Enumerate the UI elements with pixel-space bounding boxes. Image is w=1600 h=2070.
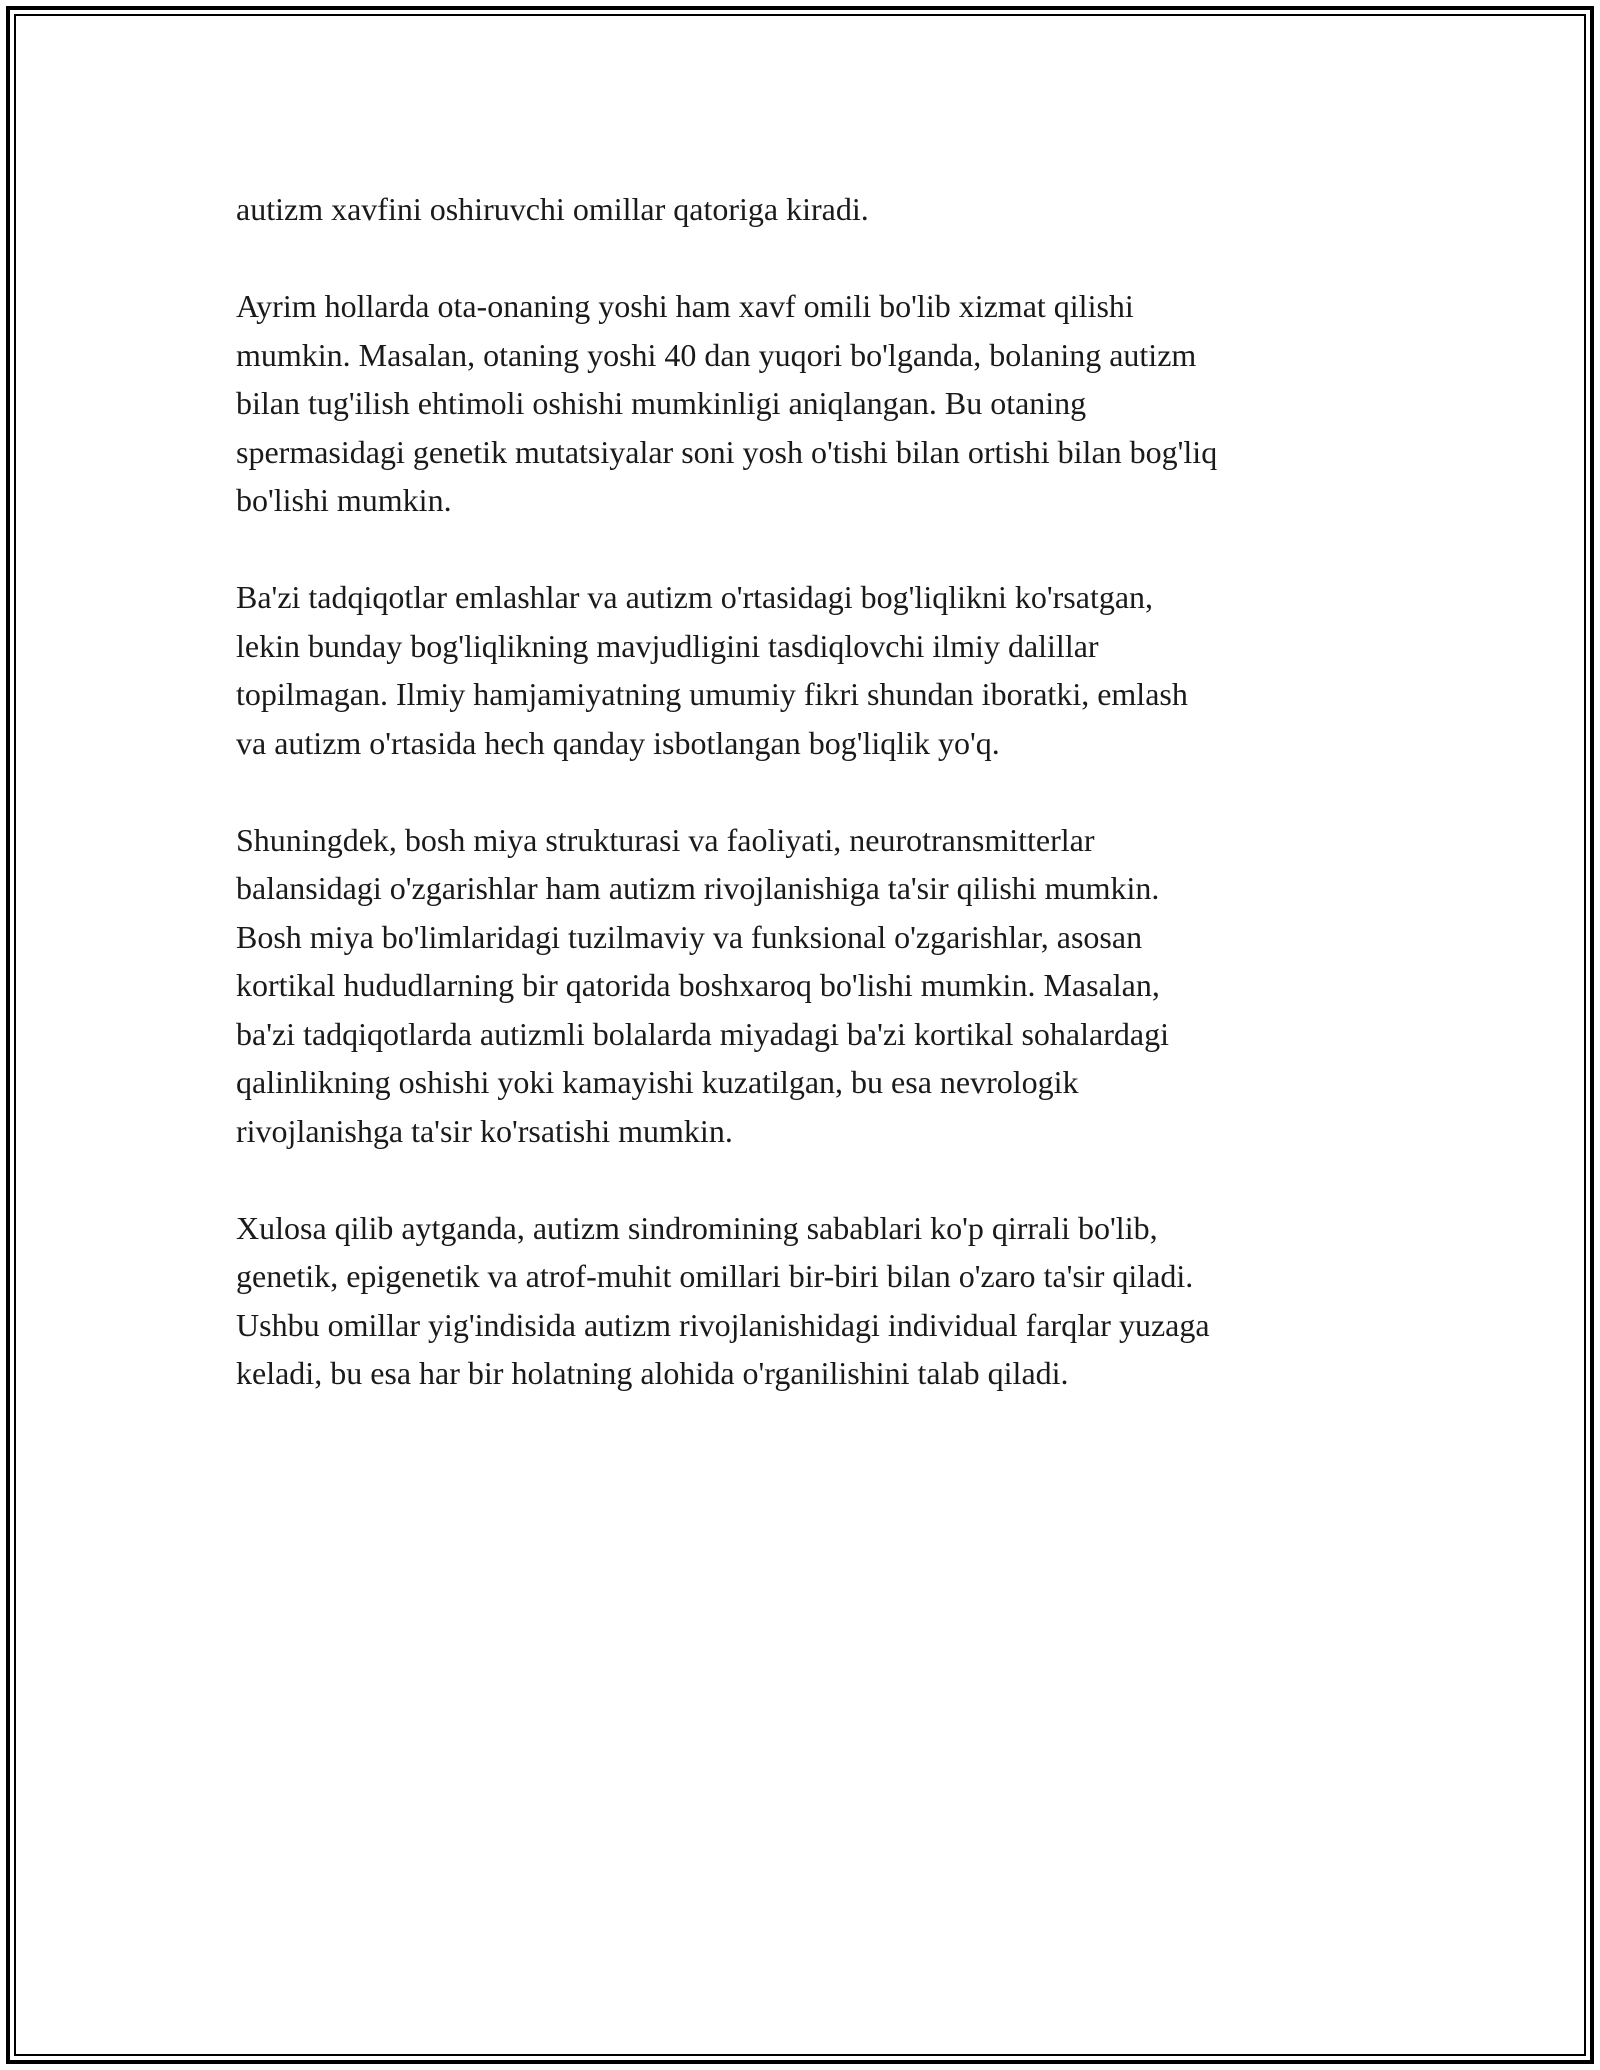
document-body [236, 185, 1376, 1446]
text-line: bilan tug'ilish ehtimoli oshishi mumkinligi aniqlangan. Bu otaning [236, 385, 1087, 421]
paragraph-5 [236, 1204, 1376, 1398]
text-line: autizm xavfini oshiruvchi omillar qatoriga kiradi. [236, 191, 869, 227]
text-line: topilmagan. Ilmiy hamjamiyatning umumiy fikri shundan iboratki, emlash [236, 676, 1188, 712]
paragraph-1 [236, 185, 1376, 234]
text-line: balansidagi o'zgarishlar ham autizm rivojlanishiga ta'sir qilishi mumkin. [236, 870, 1160, 906]
text-line: Xulosa qilib aytganda, autizm sindromining sabablari ko'p qirrali bo'lib, [236, 1209, 1158, 1246]
text-line: Ushbu omillar yig'indisida autizm rivojlanishidagi individual farqlar yuzaga [236, 1306, 1210, 1343]
text-line: Ba'zi tadqiqotlar emlashlar va autizm o'rtasidagi bog'liqlikni ko'rsatgan, [236, 579, 1154, 615]
text-line: Bosh miya bo'limlaridagi tuzilmaviy va funksional o'zgarishlar, asosan [236, 918, 1143, 955]
text-line: bo'lishi mumkin. [236, 482, 452, 518]
text-line: Shuningdek, bosh miya strukturasi va faoliyati, neurotransmitterlar [236, 821, 1095, 858]
paragraph-3 [236, 573, 1376, 767]
text-line: kortikal hududlarning bir qatorida boshxaroq bo'lishi mumkin. Masalan, [236, 967, 1160, 1003]
text-line: va autizm o'rtasida hech qanday isbotlangan bog'liqlik yo'q. [236, 724, 1000, 761]
text-line: keladi, bu esa har bir holatning alohida o'rganilishini talab qiladi. [236, 1355, 1069, 1391]
paragraph-4 [236, 816, 1376, 1156]
text-line: lekin bunday bog'liqlikning mavjudligini tasdiqlovchi ilmiy dalillar [236, 627, 1099, 664]
text-line: rivojlanishga ta'sir ko'rsatishi mumkin. [236, 1112, 733, 1149]
text-line: Ayrim hollarda ota-onaning yoshi ham xavf omili bo'lib xizmat qilishi [236, 288, 1134, 324]
text-line: genetik, epigenetik va atrof-muhit omillari bir-biri bilan o'zaro ta'sir qiladi. [236, 1258, 1194, 1294]
text-line: mumkin. Masalan, otaning yoshi 40 dan yuqori bo'lganda, bolaning autizm [236, 336, 1197, 373]
text-line: spermasidagi genetik mutatsiyalar soni yosh o'tishi bilan ortishi bilan bog'liq [236, 433, 1218, 470]
paragraph-2 [236, 282, 1376, 525]
text-line: ba'zi tadqiqotlarda autizmli bolalarda miyadagi ba'zi kortikal sohalardagi [236, 1015, 1169, 1052]
text-line: qalinlikning oshishi yoki kamayishi kuzatilgan, bu esa nevrologik [236, 1064, 1079, 1100]
